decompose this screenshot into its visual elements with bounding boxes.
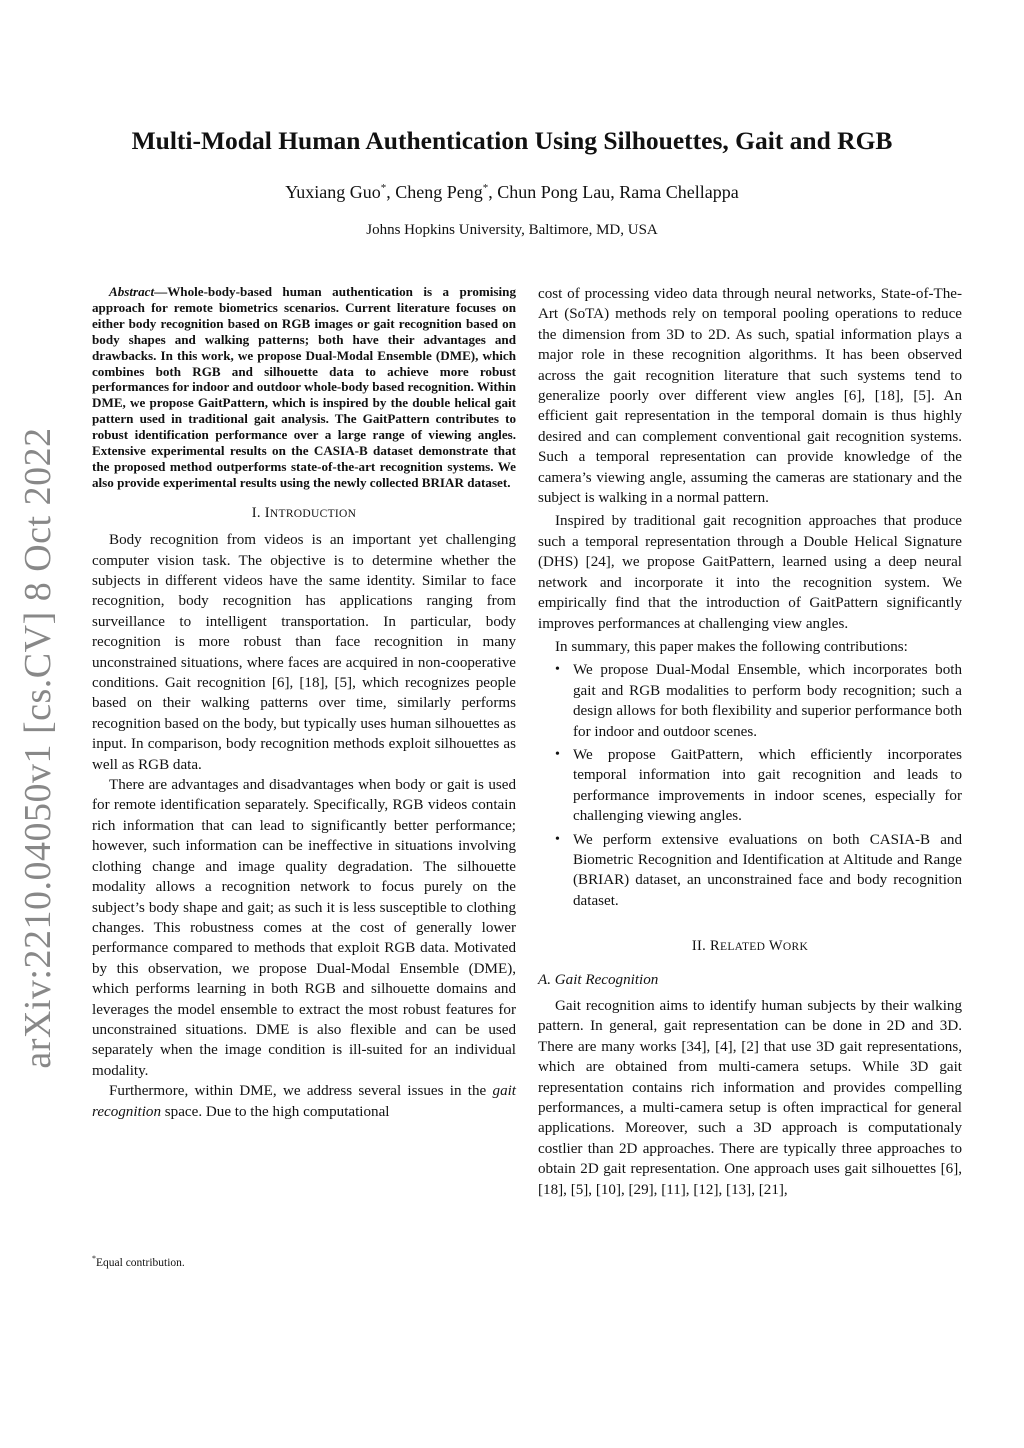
related-work-paragraph-1: Gait recognition aims to identify human subjects by their walking pattern. In general, gait representation can be done in 2D and 3D. There are many works [34], [4], [2] that use 3D gait representations, which are obtained from multi-camera setups. While 3D gait representation contains rich information and provides compelling performances, a multi-camera setup is often impractical for general applications. Moreover, such a 3D approach is computationaly costlier than 2D approaches. There are typically three approaches to obtain 2D gait representation. One approach uses gait silhouettes [6], [18], [5], [10], [29], [11], [12], [13], [21], <box>538 998 962 1198</box>
left-column <box>92 284 516 1122</box>
paper-title: Multi-Modal Human Authentication Using Silhouettes, Gait and RGB <box>131 126 893 155</box>
author-list: Yuxiang Guo*, Cheng Peng*, Chun Pong Lau, Rama Chellappa <box>285 182 739 202</box>
section-heading-introduction <box>92 503 516 524</box>
contribution-list <box>538 660 962 911</box>
section-title-cap: R <box>710 938 720 955</box>
list-item <box>538 830 962 912</box>
contribution-text: We propose Dual-Modal Ensemble, which incorporates both gait and RGB modalities to perform body recognition; such a design allows for both flexibility and superior performance both for indoor and outdoor scenes. <box>573 662 962 740</box>
contribution-text: We perform extensive evaluations on both CASIA-B and Biometric Recognition and Identification at Altitude and Range (BRIAR) dataset, an unconstrained face and body recognition dataset. <box>573 831 962 909</box>
footnote-text: Equal contribution. <box>96 1256 185 1269</box>
intro-paragraph-6: In summary, this paper makes the following contributions: <box>555 638 908 655</box>
equal-contribution-mark: * <box>482 182 489 194</box>
author-1: Yuxiang Guo <box>285 182 381 202</box>
footnote <box>92 1254 185 1269</box>
intro-paragraph-1: Body recognition from videos is an important yet challenging computer vision task. The objective is to determine whether the subjects in different videos have the same identity. Similar to face recognition, body recognition has applications ranging from surveillance to intelligent transportation. In particular, body recognition is more robust than face recognition in many unconstrained situations, where faces are acquired in non-cooperative conditions. Gait recognition [6], [18], [5], which recognizes people based on their walking patterns over time, similarly performs recognition based on the body, but typically uses human silhouettes as input. In comparison, body recognition methods exploit silhouettes as well as RGB data. <box>92 532 516 773</box>
right-column <box>538 284 962 1200</box>
subsection-heading-gait-recognition: A. Gait Recognition <box>538 971 659 988</box>
section-numeral: II. <box>691 938 707 955</box>
section-title-rest: NTRODUCTION <box>269 507 357 520</box>
list-item <box>538 745 962 827</box>
intro-paragraph-4: cost of processing video data through neural networks, State-of-The-Art (SoTA) methods rely on temporal pooling operations to reduce the dimension from 3D to 2D. As such, spatial information plays a major role in these recognition algorithms. It has been observed across the gait recognition literature that such systems tend to generalize poorly over different view angles [6], [18], [5]. An efficient gait representation in the temporal domain is thus highly desired and can complement conventional gait recognition systems. Such a temporal representation can provide knowledge of the camera’s viewing angle, assuming the cameras are stationary and the subject is walking in a normal pattern. <box>538 286 962 507</box>
bullet-icon: • <box>555 662 560 678</box>
list-item <box>538 660 962 742</box>
intro-paragraph-2: There are advantages and disadvantages when body or gait is used for remote identification separately. Specifically, RGB videos contain rich information that can lead to significantly better performance; however, such information can be ineffective in situations involving clothing change and image quality degradation. The silhouette modality allows a recognition network to focus purely on the subject’s body shape and gait; as such it is less susceptible to clothing changes. This robustness comes at the cost of generally lower performance compared to methods that exploit RGB data. Motivated by this observation, we propose Dual-Modal Ensemble (DME), which performs learning in both RGB and silhouette domains and leverages the model ensemble to extract the most robust features for unconstrained situations. DME is also flexible and can be used separately when the image condition is ill-suited for an individual modality. <box>92 777 516 1079</box>
contribution-text: We propose GaitPattern, which efficiently incorporates temporal information into gait recognition and leads to performance improvements in indoor scenes, especially for challenging viewing angles. <box>573 746 962 825</box>
abstract-label: Abstract <box>109 284 155 299</box>
affiliation: Johns Hopkins University, Baltimore, MD, USA <box>366 222 658 238</box>
intro-paragraph-3-end: space. Due to the high computational <box>161 1103 390 1120</box>
intro-paragraph-3 <box>92 1081 516 1122</box>
footnote-mark: * <box>92 1254 96 1263</box>
bullet-icon: • <box>555 831 560 847</box>
arxiv-identifier: arXiv:2210.04050v1 [cs.CV] 8 Oct 2022 <box>17 427 59 1069</box>
equal-contribution-mark: * <box>380 182 387 194</box>
author-2: Cheng Peng <box>395 182 483 202</box>
section-title-rest: ELATED <box>720 941 766 954</box>
section-title-cap: I <box>264 504 270 521</box>
intro-paragraph-5: Inspired by traditional gait recognition approaches that produce such a temporal representation through a Double Helical Signature (DHS) [24], we propose GaitPattern, learned using a deep neural network and incorporate it into the recognition system. We empirically find that the introduction of GaitPattern significantly improves performances at challenging view angles. <box>538 513 962 632</box>
section-numeral: I. <box>251 504 261 521</box>
section-title-cap: W <box>768 938 783 955</box>
section-title-rest: ORK <box>782 941 809 954</box>
author-3-4: Chun Pong Lau, Rama Chellappa <box>497 182 739 202</box>
section-heading-related-work <box>538 936 962 957</box>
abstract <box>92 284 516 491</box>
emphasized-term: gait recognition <box>92 1083 516 1120</box>
abstract-text: Whole-body-based human authentication is a promising approach for remote biometrics scenarios. Current literature focuses on either body recognition based on RGB images or gait recognition based on body shapes and walking patterns; both have their advantages and drawbacks. In this work, we propose Dual-Modal Ensemble (DME), which combines both RGB and silhouette data to achieve more robust performances for indoor and outdoor whole-body based recognition. Within DME, we propose GaitPattern, which is inspired by the double helical gait pattern used in traditional gait analysis. The GaitPattern contributes to robust identification performance over a large range of viewing angles. Extensive experimental results on the CASIA-B dataset demonstrate that the proposed method outperforms state-of-the-art recognition systems. We also provide experimental results using the newly collected BRIAR dataset. <box>92 284 516 490</box>
abstract-dash: — <box>154 284 168 299</box>
intro-paragraph-3-start: Furthermore, within DME, we address several issues in the <box>109 1083 493 1100</box>
bullet-icon: • <box>555 746 560 762</box>
